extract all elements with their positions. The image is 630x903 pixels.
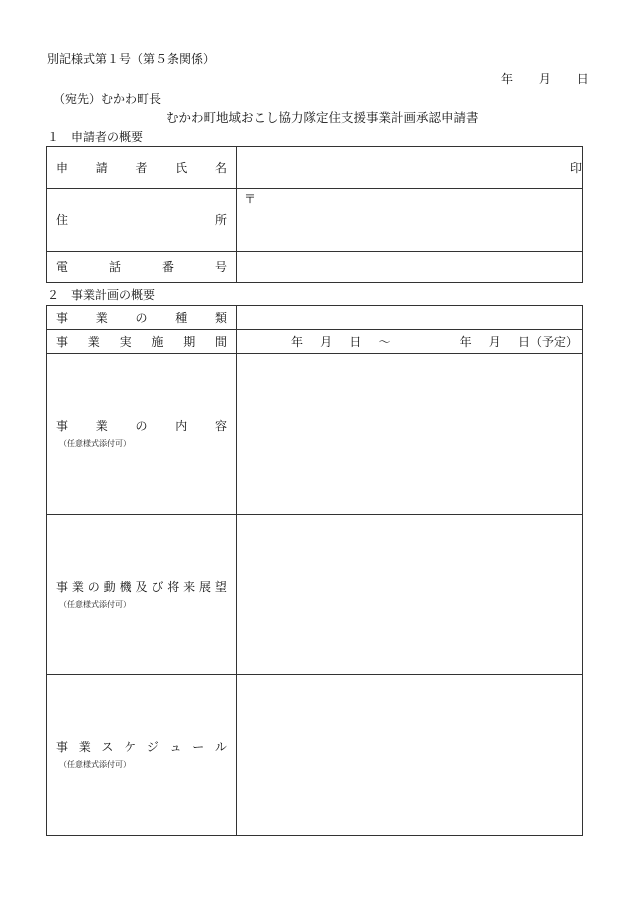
business-type-label	[47, 306, 237, 330]
postal-mark: 〒	[244, 192, 257, 206]
label-char: ケ	[124, 740, 137, 754]
business-schedule-field[interactable]	[237, 675, 583, 836]
business-content-label	[47, 354, 237, 515]
label-char: 来	[183, 579, 196, 594]
business-type-field[interactable]	[237, 306, 583, 330]
address-row	[47, 189, 583, 252]
period-start-month: 月	[320, 334, 333, 349]
label-char: 氏	[175, 160, 188, 175]
date-year-label: 年	[501, 72, 514, 86]
label-char: 住	[56, 213, 69, 227]
label-char: 申	[56, 160, 69, 175]
label-char: 期	[183, 334, 196, 349]
period-start-year: 年	[291, 334, 304, 349]
label-char: 電	[56, 260, 69, 274]
seal-mark: 印	[569, 160, 582, 175]
applicant-name-field[interactable]	[237, 147, 583, 189]
attachment-note: （任意様式添付可）	[59, 760, 131, 769]
label-char: ル	[214, 740, 227, 754]
section2-heading: ２ 事業計画の概要	[47, 288, 156, 302]
applicant-name-row	[47, 147, 583, 189]
label-char: ジ	[146, 740, 159, 754]
label-char: ー	[192, 740, 205, 754]
label-char: 容	[214, 419, 227, 433]
label-char: 事	[56, 740, 69, 754]
date-month-label: 月	[538, 72, 551, 86]
label-char: 動	[103, 579, 116, 594]
date-day-label: 日	[576, 72, 589, 86]
business-type-row	[47, 306, 583, 330]
label-char: 事	[56, 334, 69, 349]
label-char: ュ	[169, 740, 182, 754]
period-start-day: 日	[349, 334, 362, 349]
label-char: の	[135, 419, 148, 433]
business-schedule-label	[47, 675, 237, 836]
period-separator: ～	[378, 334, 391, 349]
business-motive-row	[47, 515, 583, 675]
section1-heading: １ 申請者の概要	[47, 130, 144, 144]
label-char: 類	[214, 310, 227, 325]
label-char: 業	[95, 419, 108, 433]
business-motive-field[interactable]	[237, 515, 583, 675]
label-char: ス	[101, 740, 114, 754]
business-period-row	[47, 330, 583, 354]
label-char: 間	[214, 334, 227, 349]
label-char: 望	[214, 579, 227, 594]
label-char: 事	[56, 579, 69, 594]
label-char: 事	[56, 310, 69, 325]
applicant-table	[46, 146, 583, 283]
phone-label	[47, 252, 237, 283]
period-end-day: 日（予定）	[517, 334, 578, 349]
document-title: むかわ町地域おこし協力隊定住支援事業計画承認申請書	[166, 110, 479, 125]
address-label	[47, 189, 237, 252]
label-char: 番	[161, 260, 174, 274]
business-content-row	[47, 354, 583, 515]
business-schedule-row	[47, 675, 583, 836]
applicant-name-label	[47, 147, 237, 189]
label-char: の	[87, 579, 100, 594]
label-char: 施	[151, 334, 164, 349]
address-field[interactable]	[237, 189, 583, 252]
form-number: 別記様式第１号（第５条関係）	[47, 52, 216, 66]
label-char: び	[151, 579, 164, 594]
label-char: 名	[214, 160, 227, 175]
period-end-year: 年	[459, 334, 472, 349]
label-char: の	[135, 310, 148, 325]
business-period-field[interactable]	[237, 330, 583, 354]
period-end-month: 月	[488, 334, 501, 349]
label-char: 業	[78, 740, 91, 754]
label-char: 業	[95, 310, 108, 325]
phone-field[interactable]	[237, 252, 583, 283]
label-char: 将	[167, 579, 180, 594]
business-motive-label	[47, 515, 237, 675]
attachment-note: （任意様式添付可）	[59, 599, 131, 609]
date-line	[501, 72, 589, 86]
phone-row	[47, 252, 583, 283]
business-content-field[interactable]	[237, 354, 583, 515]
business-period-label	[47, 330, 237, 354]
label-char: 実	[119, 334, 132, 349]
label-char: 展	[199, 579, 212, 594]
label-char: 業	[71, 579, 84, 594]
label-char: 話	[108, 260, 121, 274]
label-char: 請	[95, 160, 108, 175]
business-plan-table	[46, 305, 583, 836]
label-char: 内	[175, 419, 188, 433]
label-char: 種	[175, 310, 188, 325]
attachment-note: （任意様式添付可）	[59, 439, 131, 448]
label-char: 及	[135, 579, 148, 594]
label-char: 者	[135, 160, 148, 175]
label-char: 事	[56, 419, 69, 433]
label-char: 機	[119, 579, 132, 594]
period-value	[237, 335, 582, 349]
label-char: 所	[214, 213, 227, 227]
addressee: （宛先）むかわ町長	[53, 92, 162, 106]
label-char: 号	[214, 260, 227, 274]
label-char: 業	[87, 334, 100, 349]
